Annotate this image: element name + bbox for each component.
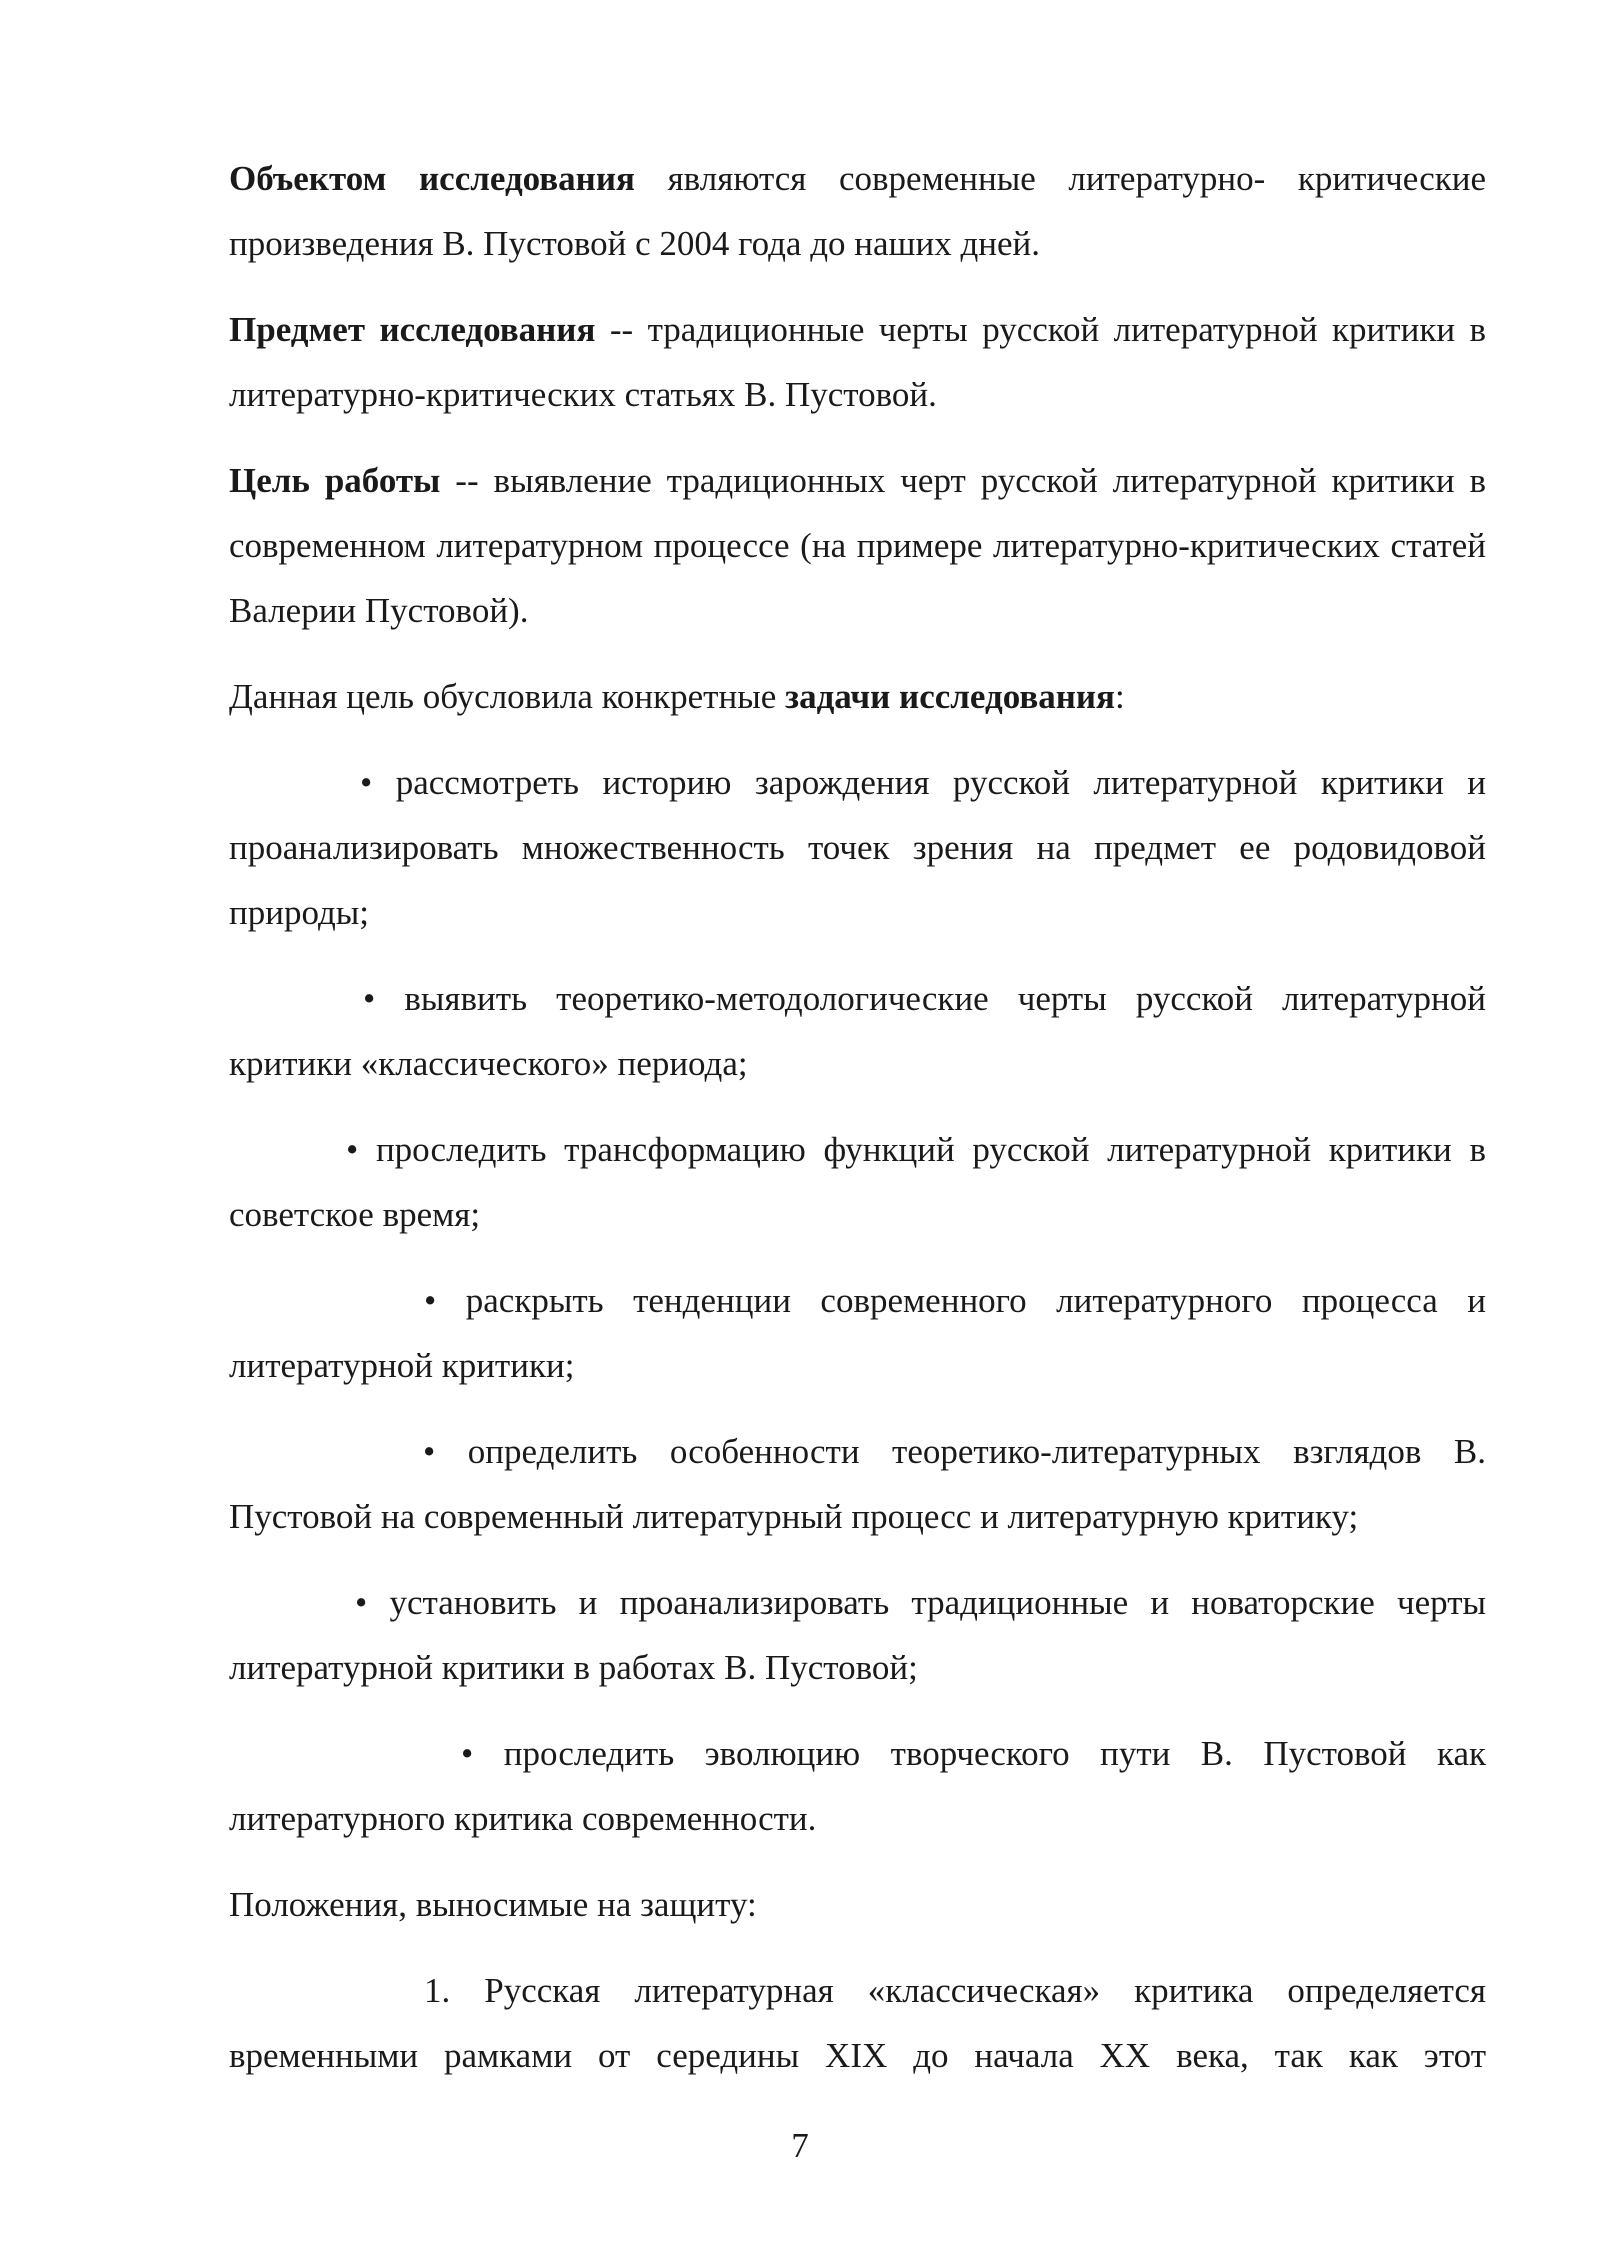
task-item: • раскрыть тенденции современного литературного процесса и литературной критики; — [229, 1281, 1486, 1385]
body-text — [229, 146, 1486, 2109]
term-subject: Предмет исследования — [229, 310, 596, 349]
paragraph-object — [229, 146, 1486, 276]
paragraph-theses-intro: Положения, выносимые на защиту: — [229, 1885, 757, 1924]
task-item: • рассмотреть историю зарождения русской литературной критики и проанализировать множественность точек зрения на предмет ее родовидовой природы; — [229, 763, 1486, 932]
term-tasks: задачи исследования — [785, 677, 1115, 716]
text-goal: -- выявление традиционных черт русской литературной критики в современном литературном процессе (на примере литературно-критических статей Валерии Пустовой). — [229, 461, 1486, 630]
task-item: • установить и проанализировать традиционные и новаторские черты литературной критики в работах В. Пустовой; — [229, 1583, 1486, 1687]
task-item: • проследить эволюцию творческого пути В. Пустовой как литературного критика современности. — [229, 1734, 1486, 1838]
thesis-item: 1. Русская литературная «классическая» критика определяется временными рамками от середины XIX до начала XX века, так как этот — [229, 1971, 1486, 2075]
tasks-intro-after: : — [1115, 677, 1125, 716]
paragraph-subject — [229, 297, 1486, 427]
term-goal: Цель работы — [229, 461, 441, 500]
paragraph-goal — [229, 448, 1486, 643]
text-object: являются современные литературно- критические произведения В. Пустовой с 2004 года до наших дней. — [229, 159, 1486, 263]
task-item: • выявить теоретико-методологические черты русской литературной критики «классического» периода; — [229, 979, 1486, 1083]
task-item: • определить особенности теоретико-литературных взглядов В. Пустовой на современный литературный процесс и литературную критику; — [229, 1432, 1486, 1536]
paragraph-tasks-intro — [229, 664, 1486, 729]
page-number: 7 — [791, 2126, 809, 2165]
term-object: Объектом исследования — [229, 159, 635, 198]
tasks-intro-before: Данная цель обусловила конкретные — [229, 677, 786, 716]
task-item: • проследить трансформацию функций русской литературной критики в советское время; — [229, 1130, 1486, 1234]
text-subject: -- традиционные черты русской литературной критики в литературно-критических статьях В. Пустовой. — [229, 310, 1487, 414]
